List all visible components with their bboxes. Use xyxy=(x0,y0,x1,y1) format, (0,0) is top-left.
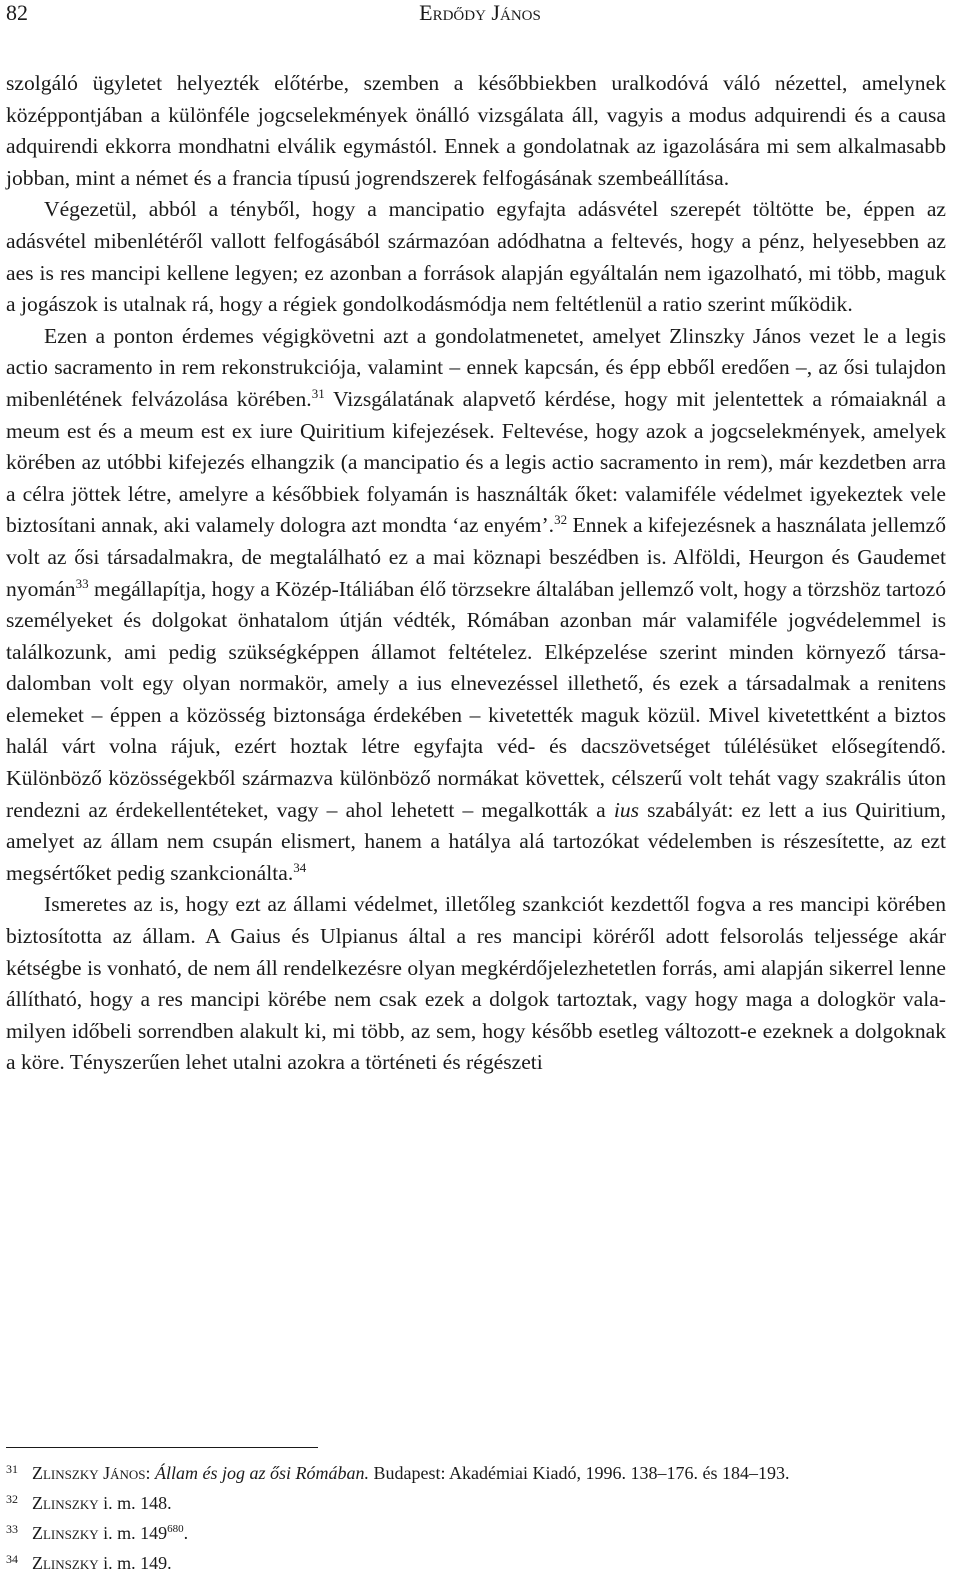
footnote-author: Zlinszky xyxy=(32,1493,99,1513)
italic-ius: ius xyxy=(613,797,640,822)
running-head: Erdődy János xyxy=(419,0,541,25)
footnote-superscript: 680 xyxy=(167,1523,184,1535)
footnote-number: 31 xyxy=(6,1462,18,1476)
footnote-31: 31 Zlinszky János: Állam és jog az ősi Rómában. Budapest: Akadémiai Kiadó, 1996. 138–176. és 184–193. xyxy=(6,1458,946,1488)
footnote-ref-32[interactable]: 32 xyxy=(554,512,568,528)
footnote-number: 34 xyxy=(6,1552,18,1566)
paragraph-2: Végezetül, abból a tényből, hogy a mancipatio egyfajta adásvétel szerepét töltötte be, éppen az adásvétel mibenlétéről vallott felfogásából származóan adódhatna a feltevés, hogy a pénz, helyesebben az aes is res mancipi kellene legyen; ez azonban a források alapján egyáltalán nem igazolható, mi több, maguk a jogászok is utalnak rá, hogy a régiek gondolkodásmódja nem feltétlenül a ratio szerint működik. xyxy=(6,197,946,317)
footnote-author: Zlinszky xyxy=(32,1553,99,1573)
paragraph-3: Ezen a ponton érdemes végigkövetni azt a gondolatmenetet, amelyet Zlinszky János vezet le a legis actio sacramento in rem rekonstrukciója, valamint – ennek kapcsán, és épp ebből eredően –, az ősi tulajdon mibenlétének felvázolása körében.$^{31}$ Vizsgálatának alapvető kérdése, hogy mit jelentettek a rómaiaknál a meum est és a meum est ex iure Quiritium kifejezések. Feltevése, hogy azok a jogcselekmények, amelyek körében az utóbbi kifejezés elhangzik (a mancipatio és a legis actio sacramento in rem), már kezdetben arra a célra jöttek létre, amelyre a későbbiek folyamán is használták őket: valamiféle védelmet igyekeztek vele biztosítani annak, aki valamely dologra azt mondta ‘az enyém’.$^{32}$ Ennek a kifejezésnek a használata jellemző volt az ősi társadalmakra, de megtalálható ez a mai köznapi beszédben is. Alföldi, Heurgon és Gaudemet nyomán$^{33}$ megállapítja, hogy a Közép-Itáliában élő törzsekre általában jellemző volt, hogy a törzshöz tartozó személyeket és dolgokat önhatalom útján védték, Rómában azonban már valamiféle jogvédelemmel is találkozunk, ami pedig szükségképpen államot feltételez. Elképzelése szerint minden környező társadalomban volt egy olyan normakör, amely a ius elnevezéssel illethető, és ezek a társadalmak a renitens elemeket – éppen a közösség biztonsága érdekében – kivetették maguk közül. Mivel kivetettként a biztos halál várt volna rájuk, ezért hoztak létre egyfajta véd- és dacszövetséget túlélésüket elősegítendő. Különböző közösségekből származva különböző normákat követtek, célszerű volt tehát vagy szakrális úton rendezni az érdekellentéteket, vagy – ahol lehetett – megalkották a ius szabályát: ez lett a ius Quiritium, amelyet az állam nem csupán elismert, hanem a hatálya alá tartozókat védelemben is részesítette, az ezt megsértőket pedig szankcionálta.$^{34}$ xyxy=(6,323,946,885)
footnote-ref-34[interactable]: 34 xyxy=(293,859,307,875)
body-text xyxy=(6,68,946,1079)
paragraph-1: szolgáló ügyletet helyezték előtérbe, szemben a későbbiekben uralkodóvá váló nézettel, amelynek középpontjában a különféle jogcselekmények önálló vizsgálata áll, vagyis a modus adquirendi és a causa adquirendi ekkorra mondhatni elválik egymástól. Ennek a gondolatnak az igazolására mi sem alkalmasabb jobban, mint a német és a francia típusú jogrendszerek felfogásának szembeállítása. xyxy=(6,71,946,190)
page-header xyxy=(6,0,954,30)
footnote-author: Zlinszky János: xyxy=(32,1463,151,1483)
footnote-ref-31[interactable]: 31 xyxy=(311,385,325,401)
footnote-34: 34 Zlinszky i. m. 149. xyxy=(6,1548,946,1578)
footnote-ref-33[interactable]: 33 xyxy=(75,575,89,591)
footnote-author: Zlinszky xyxy=(32,1523,99,1543)
footnotes xyxy=(6,1458,946,1578)
page-number: 82 xyxy=(6,0,28,25)
footnote-title: Állam és jog az ősi Rómában. xyxy=(155,1463,370,1483)
footnote-number: 33 xyxy=(6,1522,18,1536)
paragraph-4: Ismeretes az is, hogy ezt az állami védelmet, illetőleg szankciót kezdettől fogva a res mancipi körében biztosította az állam. A Gaius és Ulpianus által a res mancipi köréről adott felsorolás teljessége akár kétségbe is vonható, de nem áll rendelkezésre olyan megkérdőjelezhetetlen forrás, ami alapján sikerrel lenne állítható, hogy a res mancipi körébe nem csak ezek a dolgok tartoztak, vagy hogy maga a dologkör valamilyen időbeli sorrendben alakult ki, mi több, az sem, hogy később esetleg változott-e ezeknek a dolgoknak a köre. Tényszerűen lehet utalni azokra a történeti és régészeti xyxy=(6,892,946,1075)
footnote-separator xyxy=(6,1447,318,1448)
footnote-32: 32 Zlinszky i. m. 148. xyxy=(6,1488,946,1518)
footnote-33: 33 Zlinszky i. m. $149^{680}$. xyxy=(6,1518,946,1548)
footnote-number: 32 xyxy=(6,1492,18,1506)
